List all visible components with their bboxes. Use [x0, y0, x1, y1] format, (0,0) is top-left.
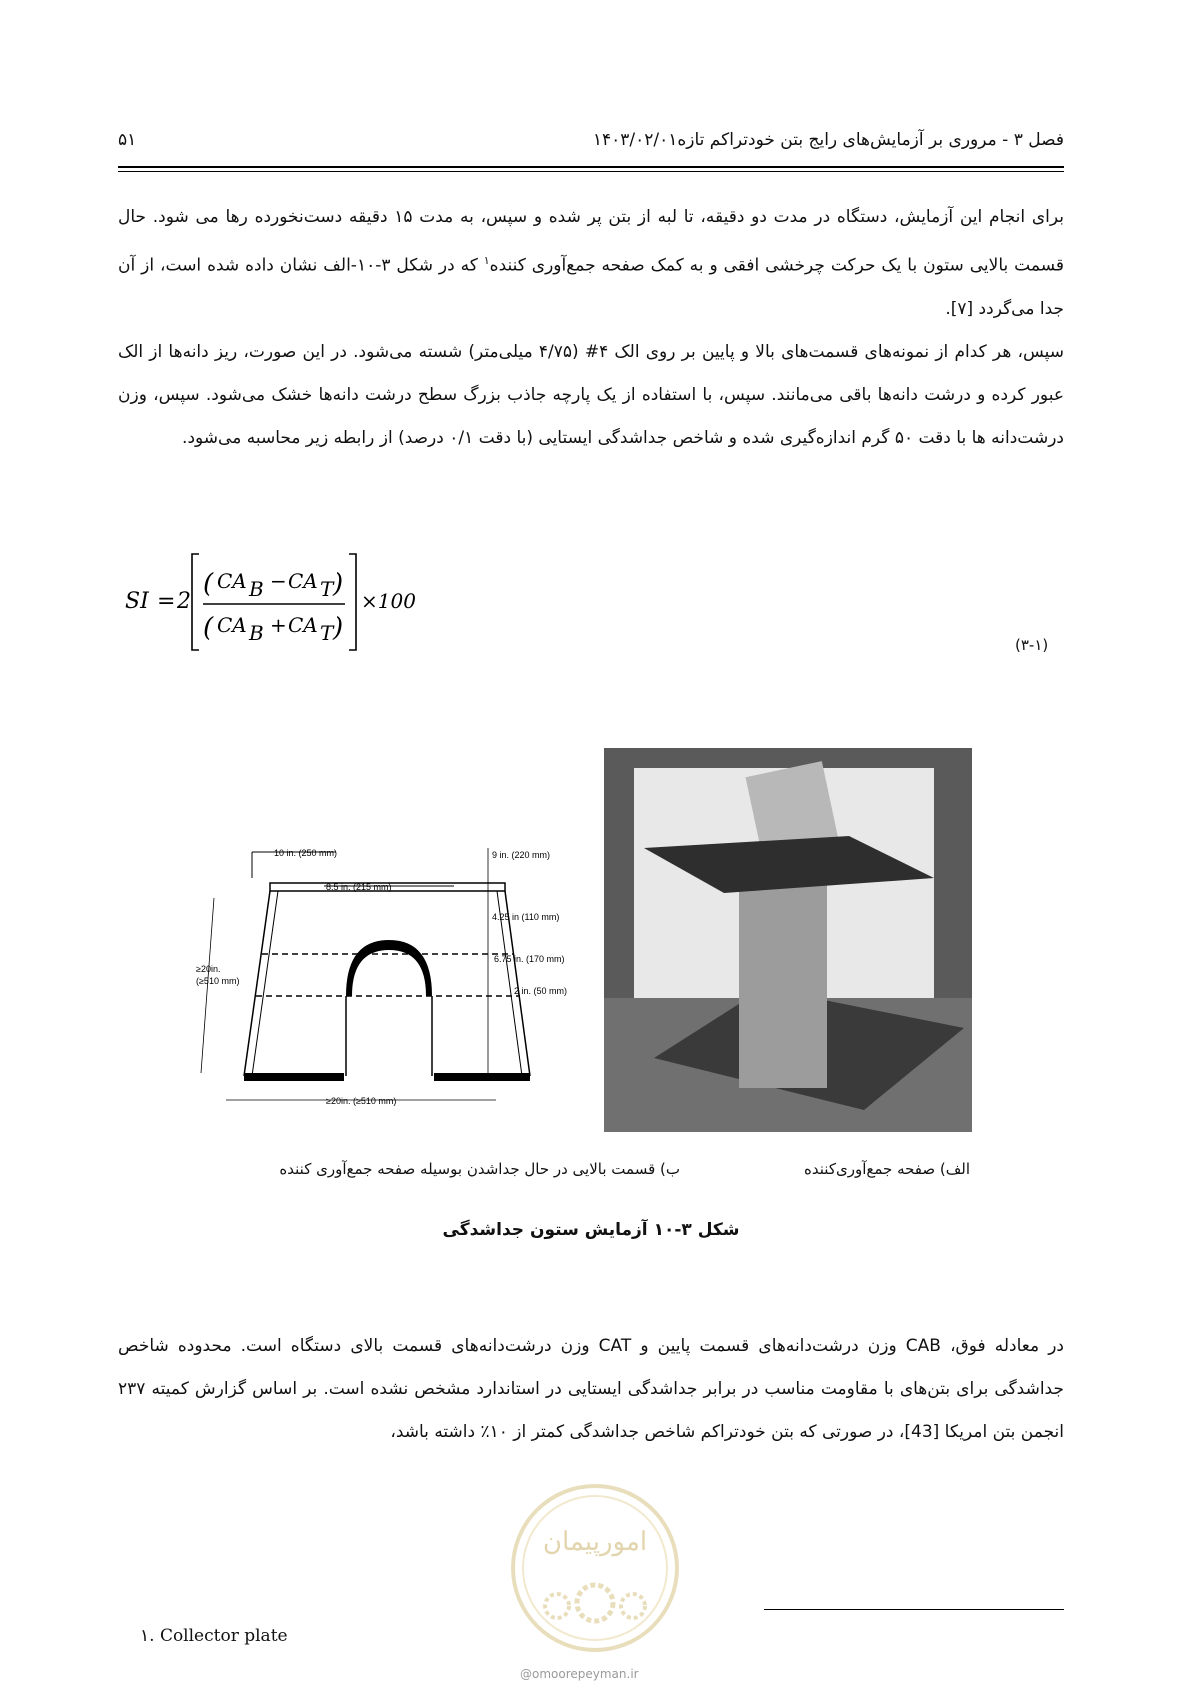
chapter-title: فصل ۳ - مروری بر آزمایش‌های رایج بتن خودتراکم تازه۱۴۰۳/۰۲/۰۱	[592, 130, 1064, 150]
diagram-left-wall-inner	[252, 891, 278, 1076]
equation-si	[125, 548, 425, 658]
caption-b: ب) قسمت بالایی در حال جداشدن بوسیله صفحه جمع‌آوری کننده	[279, 1160, 680, 1178]
logo-ring-inner	[523, 1496, 667, 1640]
eq-paren: (	[203, 569, 214, 599]
dim-upper-height: 9 in. (220 mm)	[492, 850, 551, 860]
figure-title: شکل ۳-۱۰ آزمایش ستون جداشدگی	[442, 1220, 740, 1240]
photo-column	[739, 878, 827, 1088]
body-top	[118, 196, 1064, 460]
eq-den-a: CA	[217, 613, 247, 637]
dim-base-height: 2 in. (50 mm)	[514, 986, 568, 996]
eq-coef: 2	[177, 589, 191, 614]
equation-number: (۳-۱)	[1015, 636, 1049, 654]
eq-sub-t: T	[320, 577, 334, 601]
eq-den-b: CA	[288, 613, 318, 637]
eq-num-b: CA	[288, 569, 318, 593]
gear-icon	[621, 1594, 645, 1618]
logo-text: امورپیمان	[542, 1527, 648, 1557]
footnote-marker[interactable]: ۱	[483, 254, 490, 267]
eq-sub-b: B	[249, 577, 264, 601]
eq-equals: =	[157, 589, 176, 614]
header-rule-thick	[118, 166, 1064, 168]
dim-bottom-width: ≥20in. (≥510 mm)	[326, 1096, 397, 1106]
eq-times: ×100	[361, 589, 416, 613]
eq-num-a: CA	[217, 569, 247, 593]
body-bottom	[118, 1325, 1064, 1454]
eq-paren: )	[333, 569, 344, 599]
eq-minus: −	[270, 569, 287, 593]
eq-lhs: SI	[125, 589, 149, 614]
dim-total-height-2: (≥510 mm)	[196, 976, 240, 986]
eq-bracket-right	[349, 554, 356, 650]
page-number: ۵۱	[118, 130, 137, 150]
collector-plate-diagram	[196, 838, 604, 1126]
watermark-url[interactable]: @omoorepeyman.ir	[520, 1667, 639, 1681]
eq-paren: )	[333, 613, 344, 643]
dim-arch-width: 8.5 in. (215 mm)	[326, 882, 392, 892]
dim-top-width: 10 in. (250 mm)	[274, 848, 338, 858]
watermark-logo	[505, 1478, 685, 1678]
column-photo	[604, 748, 972, 1132]
footnote: ۱. Collector plate	[140, 1626, 288, 1646]
diagram-base-left	[244, 1073, 344, 1081]
eq-paren: (	[203, 613, 214, 643]
dim-mid-height: 4.25 in (110 mm)	[492, 912, 560, 922]
eq-plus: +	[270, 613, 287, 637]
eq-bracket-left	[192, 554, 199, 650]
diagram-left-wall	[244, 891, 270, 1076]
gear-icon	[545, 1594, 569, 1618]
diagram-base-right	[434, 1073, 530, 1081]
header-rule-thin	[118, 171, 1064, 172]
eq-den-sub-t: T	[320, 621, 334, 645]
paragraph-3: در معادله فوق، CAB وزن درشت‌دانه‌های قسمت پایین و CAT وزن درشت‌دانه‌های قسمت بالای دستگاه است. محدوده شاخص جداشدگی برای بتن‌های با مقاومت مناسب در برابر جداشدگی ایستایی در استاندارد مشخص نشده است. بر اساس گزارش کمیته ۲۳۷ انجمن بتن امریکا [43]، در صورتی که بتن خودتراکم شاخص جداشدگی کمتر از ۱۰٪ داشته باشد،	[118, 1336, 1064, 1442]
paragraph-2: سپس، هر کدام از نمونه‌های قسمت‌های بالا و پایین بر روی الک ۴# (۴/۷۵ میلی‌متر) شسته می‌شود. در این صورت، ریز دانه‌ها از الک عبور کرده و درشت دانه‌ها باقی می‌مانند. سپس، با استفاده از یک پارچه جاذب بزرگ سطح درشت دانه‌ها خشک می‌شود. سپس، وزن درشت‌دانه ها با دقت ۵۰ گرم اندازه‌گیری شده و شاخص جداشدگی ایستایی (با دقت ۰/۱ درصد) از رابطه زیر محاسبه می‌شود.	[118, 341, 1065, 448]
eq-den-sub-b: B	[249, 621, 264, 645]
caption-a: الف) صفحه جمع‌آوری‌کننده	[804, 1160, 970, 1178]
paragraph-1: برای انجام این آزمایش، دستگاه در مدت دو دقیقه، تا لبه از بتن پر شده و سپس، به مدت ۱۵ دقیقه دست‌نخورده رها می شود. حال قسمت بالایی ستون با یک حرکت چرخشی افقی و به کمک صفحه جمع‌آوری کننده$^۱$ که در شکل ۳-۱۰-الف نشان داده شده است، از آن جدا می‌گردد [۷].	[118, 207, 1064, 319]
dim-total-height-1: ≥20in.	[196, 964, 221, 974]
logo-ring	[513, 1486, 677, 1650]
page-header	[118, 128, 1064, 158]
footnote-rule	[764, 1609, 1064, 1610]
dim-lower-height: 6.75 in. (170 mm)	[494, 954, 565, 964]
gear-icon	[577, 1585, 613, 1621]
